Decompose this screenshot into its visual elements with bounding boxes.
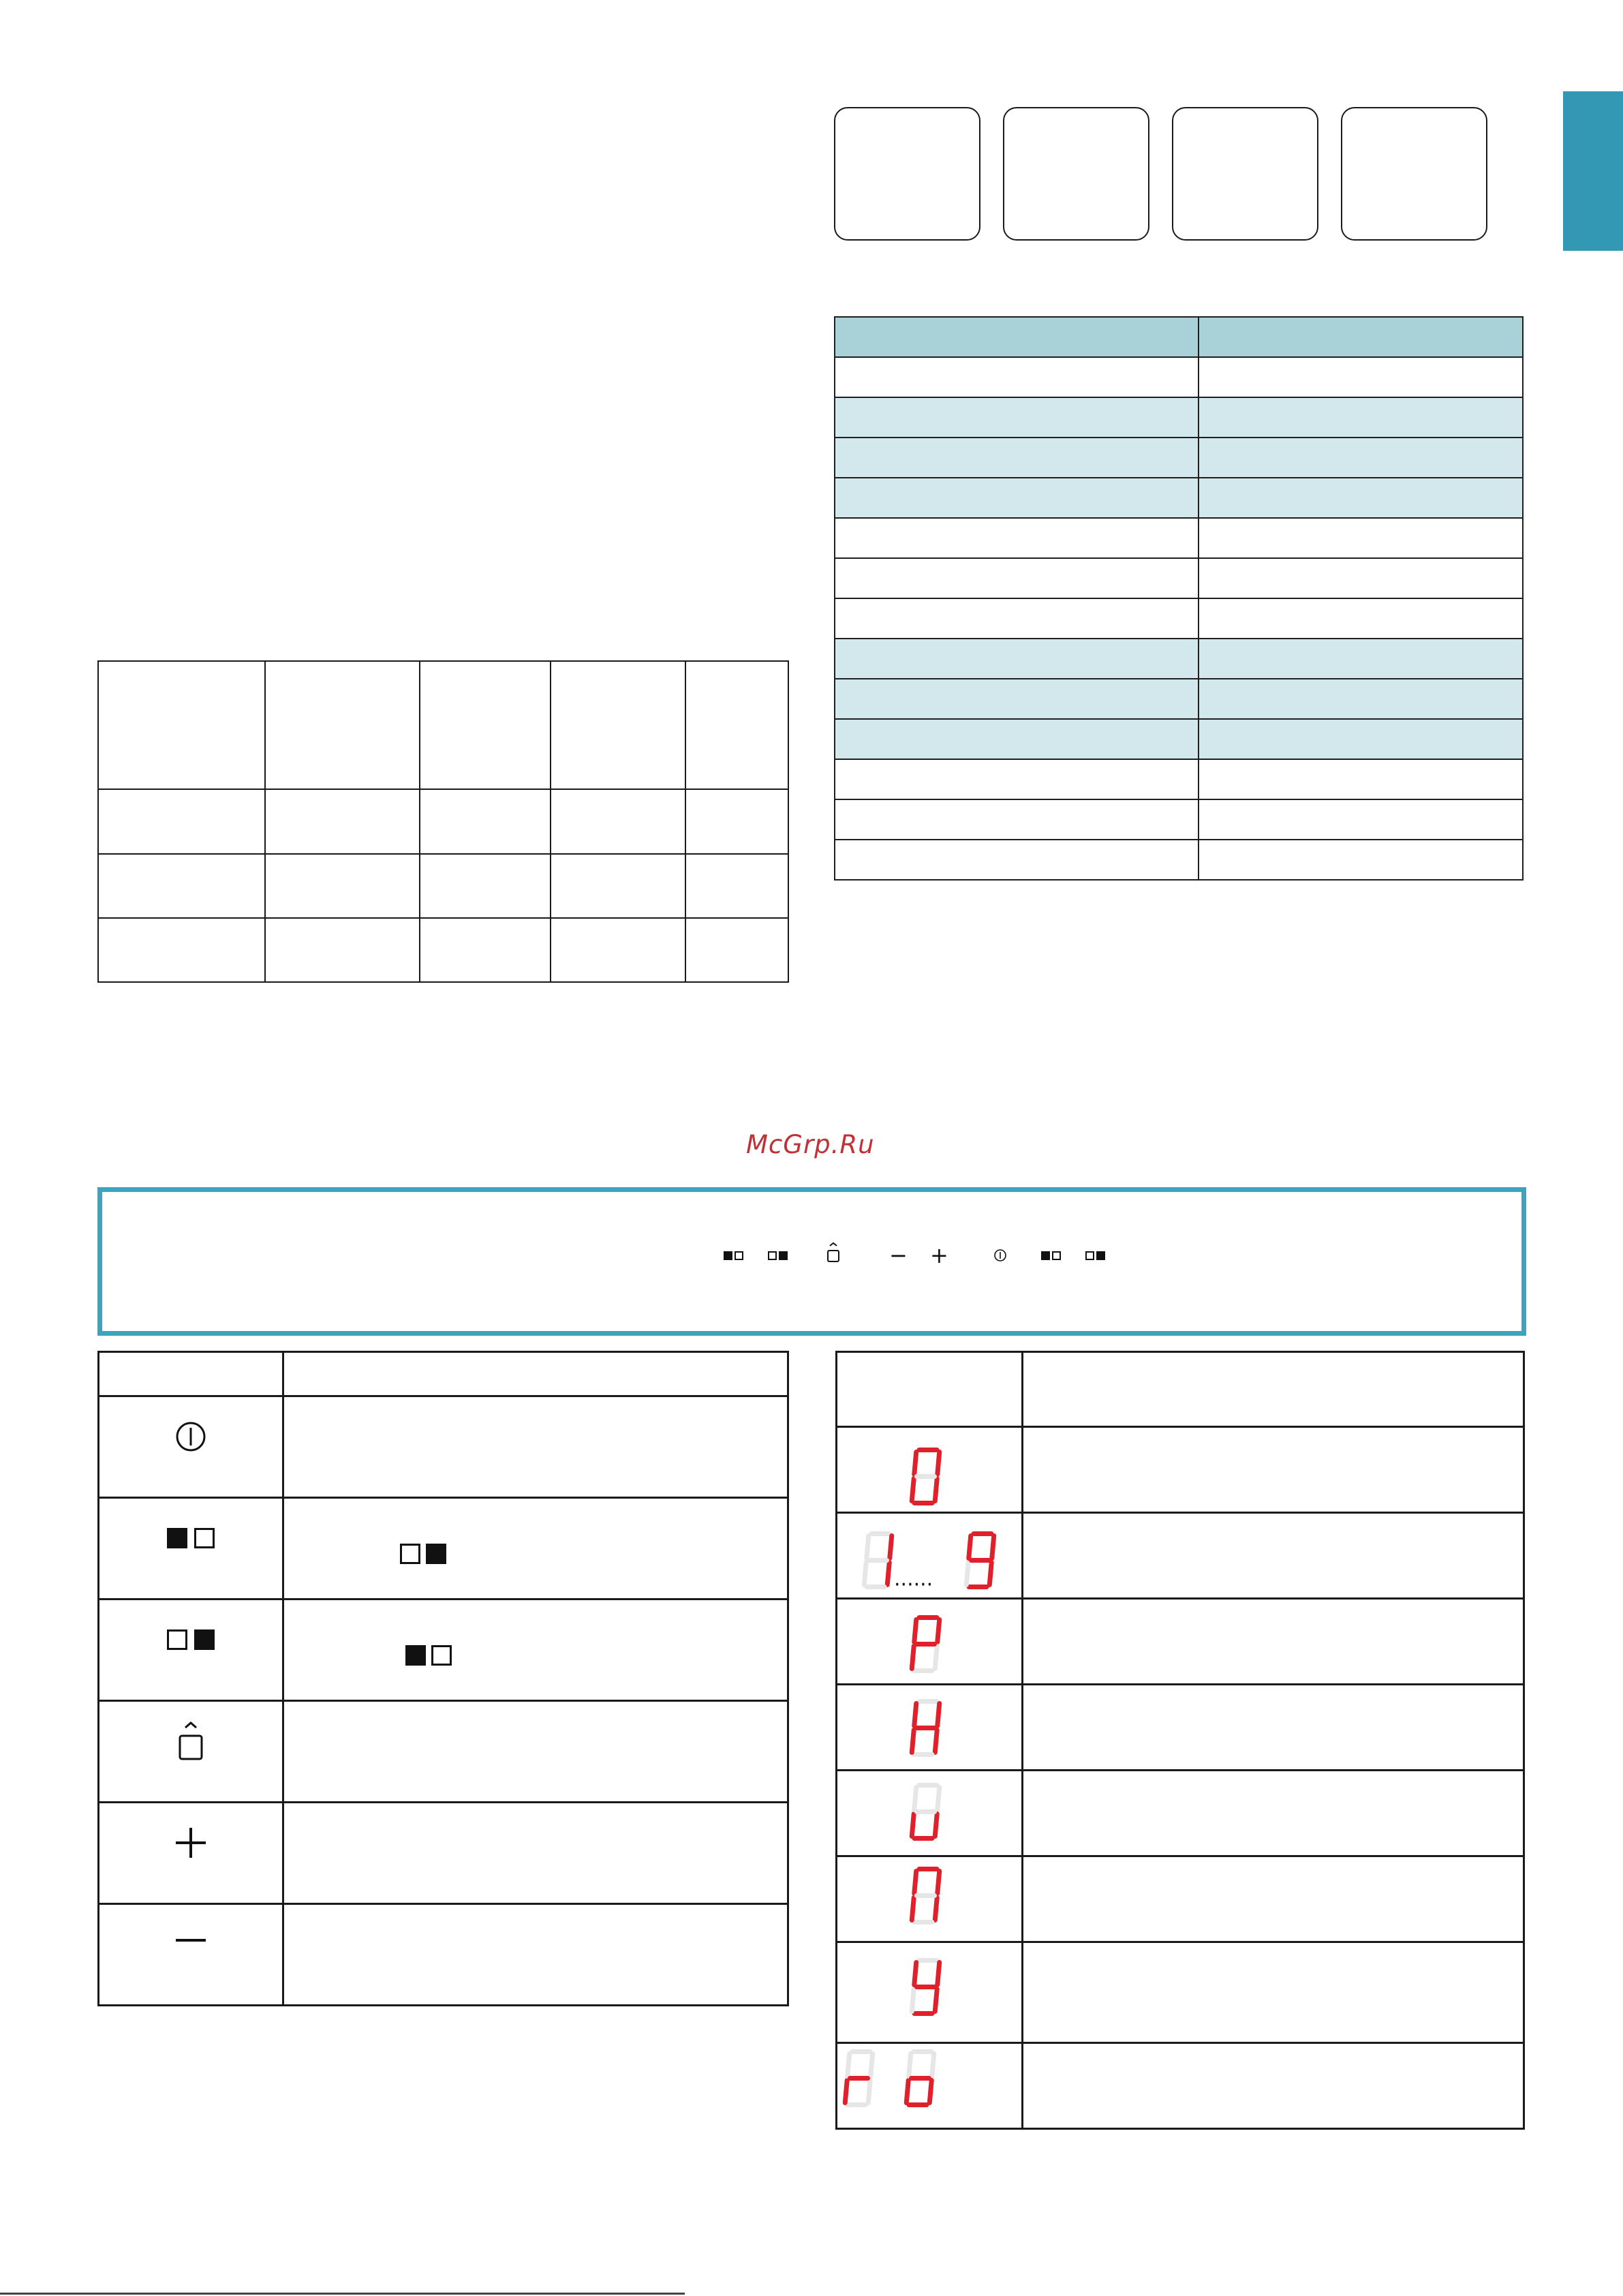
page-footer-rule xyxy=(0,2293,685,2295)
segment-digit-first xyxy=(845,2052,872,2105)
plus-symbol: + xyxy=(930,1242,948,1268)
minus-symbol: − xyxy=(889,1242,908,1268)
segment-range-dots: ...... xyxy=(894,1567,933,1591)
watermark: McGrp.Ru xyxy=(746,1130,875,1159)
segment-digit xyxy=(912,1961,939,2014)
segment-digit-from xyxy=(864,1534,891,1587)
segment-digit xyxy=(912,1786,939,1839)
segment-digit-to xyxy=(966,1534,993,1587)
segment-digit xyxy=(912,1618,939,1671)
segment-digit-second xyxy=(906,2052,933,2105)
segment-digit xyxy=(912,1450,939,1503)
segment-digit xyxy=(912,1702,939,1755)
segment-digit xyxy=(912,1869,939,1923)
